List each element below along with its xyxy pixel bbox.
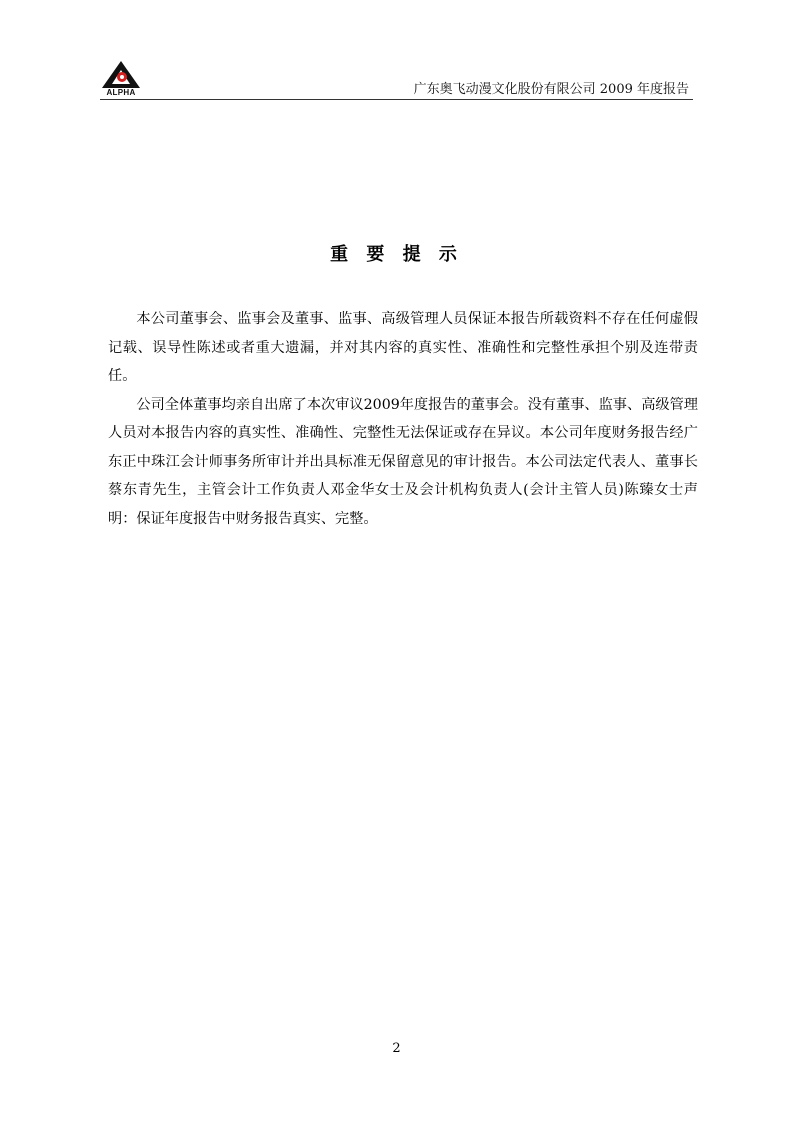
alpha-logo — [100, 60, 142, 100]
paragraph: 本公司董事会、监事会及董事、监事、高级管理人员保证本报告所载资料不存在任何虚假记载、误导性陈述或者重大遗漏，并对其内容的真实性、准确性和完整性承担个别及连带责任。 — [108, 311, 698, 384]
page-title: 重 要 提 示 — [330, 244, 463, 265]
paragraph: 公司全体董事均亲自出席了本次审议2009年度报告的董事会。没有董事、监事、高级管理人员对本报告内容的真实性、准确性、完整性无法保证或存在异议。本公司年度财务报告经广东正中珠江会计师事务所审计并出具标准无保留意见的审计报告。本公司法定代表人、董事长蔡东青先生，主管会计工作负责人邓金华女士及会计机构负责人(会计主管人员)陈臻女士声明：保证年度报告中财务报告真实、完整。 — [108, 396, 698, 527]
page-number: 2 — [392, 1041, 401, 1056]
body-text — [108, 305, 698, 533]
header-divider — [100, 99, 693, 100]
alpha-logo-icon — [100, 60, 142, 90]
logo-text: ALPHA — [106, 88, 136, 97]
header-title: 广东奥飞动漫文化股份有限公司 2009 年度报告 — [413, 82, 689, 97]
